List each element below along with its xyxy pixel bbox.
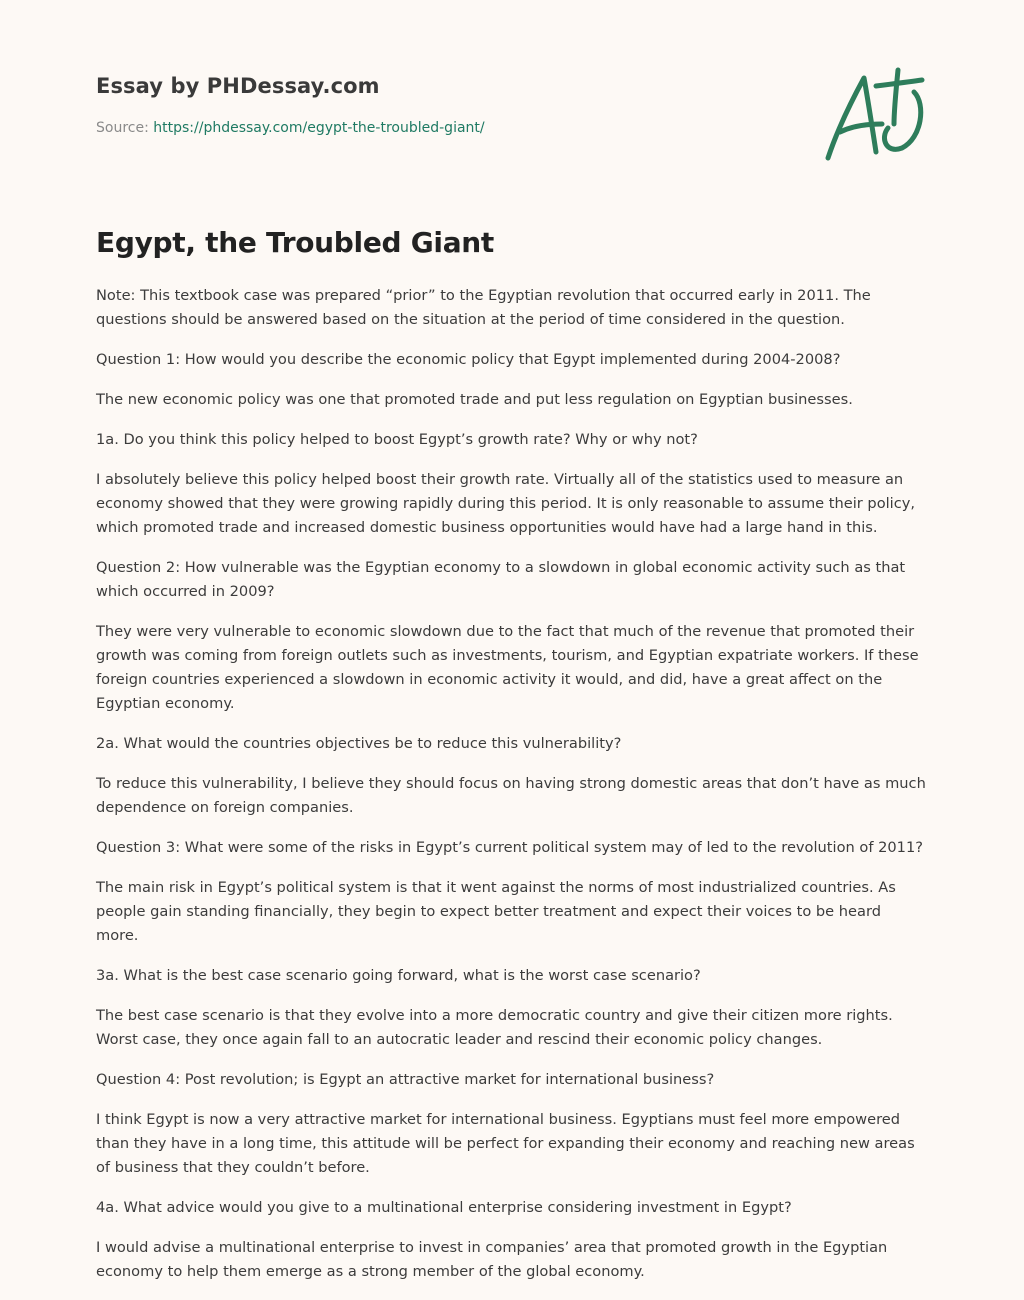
- paragraph: The main risk in Egypt’s political system is that it went against the norms of most industrialized countries. As people gain standing financially, they begin to expect better treatment and expect their voices to be heard more.: [96, 879, 896, 944]
- paragraph: 4a. What advice would you give to a multinational enterprise considering investment in Egypt?: [96, 1199, 792, 1216]
- source-line: [96, 120, 796, 136]
- paragraph: 1a. Do you think this policy helped to boost Egypt’s growth rate? Why or why not?: [96, 431, 698, 448]
- document-title: Egypt, the Troubled Giant: [96, 226, 495, 259]
- paragraph: Question 2: How vulnerable was the Egyptian economy to a slowdown in global economic activity such as that which occurred in 2009?: [96, 559, 906, 600]
- paragraph: The best case scenario is that they evolve into a more democratic country and give their citizen more rights. Worst case, they once again fall to an autocratic leader and rescind their economic policy changes.: [96, 1007, 893, 1048]
- a-plus-grade-icon: [818, 66, 930, 166]
- paragraph: To reduce this vulnerability, I believe they should focus on having strong domestic areas that don’t have as much dependence on foreign companies.: [96, 775, 926, 816]
- site-title: Essay by PHDessay.com: [96, 74, 380, 98]
- paragraph: I absolutely believe this policy helped boost their growth rate. Virtually all of the statistics used to measure an economy showed that they were growing rapidly during this period. It is only reasonable to assume their policy, which promoted trade and increased domestic business opportunities would have had a large hand in this.: [96, 471, 916, 536]
- source-label: Source:: [96, 120, 149, 136]
- paragraph: 2a. What would the countries objectives be to reduce this vulnerability?: [96, 735, 622, 752]
- paragraph: They were very vulnerable to economic slowdown due to the fact that much of the revenue that promoted their growth was coming from foreign outlets such as investments, tourism, and Egyptian expatriate workers. If these foreign countries experienced a slowdown in economic activity it would, and did, have a great affect on the Egyptian economy.: [96, 623, 919, 712]
- paragraph: The new economic policy was one that promoted trade and put less regulation on Egyptian businesses.: [96, 391, 853, 408]
- paragraph: Note: This textbook case was prepared “prior” to the Egyptian revolution that occurred early in 2011. The questions should be answered based on the situation at the period of time considered in the question.: [96, 287, 871, 328]
- source-link[interactable]: https://phdessay.com/egypt-the-troubled-giant/: [153, 120, 485, 136]
- paragraph: Question 4: Post revolution; is Egypt an attractive market for international business?: [96, 1071, 715, 1088]
- page-header: [96, 74, 796, 136]
- paragraph: Question 3: What were some of the risks in Egypt’s current political system may of led to the revolution of 2011?: [96, 839, 923, 856]
- paragraph: Question 1: How would you describe the economic policy that Egypt implemented during 2004-2008?: [96, 351, 841, 368]
- paragraph: I think Egypt is now a very attractive market for international business. Egyptians must feel more empowered than they have in a long time, this attitude will be perfect for expanding their economy and reaching new areas of business that they couldn’t before.: [96, 1111, 915, 1176]
- paragraph: 3a. What is the best case scenario going forward, what is the worst case scenario?: [96, 967, 701, 984]
- paragraph: I would advise a multinational enterprise to invest in companies’ area that promoted growth in the Egyptian economy to help them emerge as a strong member of the global economy.: [96, 1239, 888, 1280]
- essay-body: [96, 284, 928, 1300]
